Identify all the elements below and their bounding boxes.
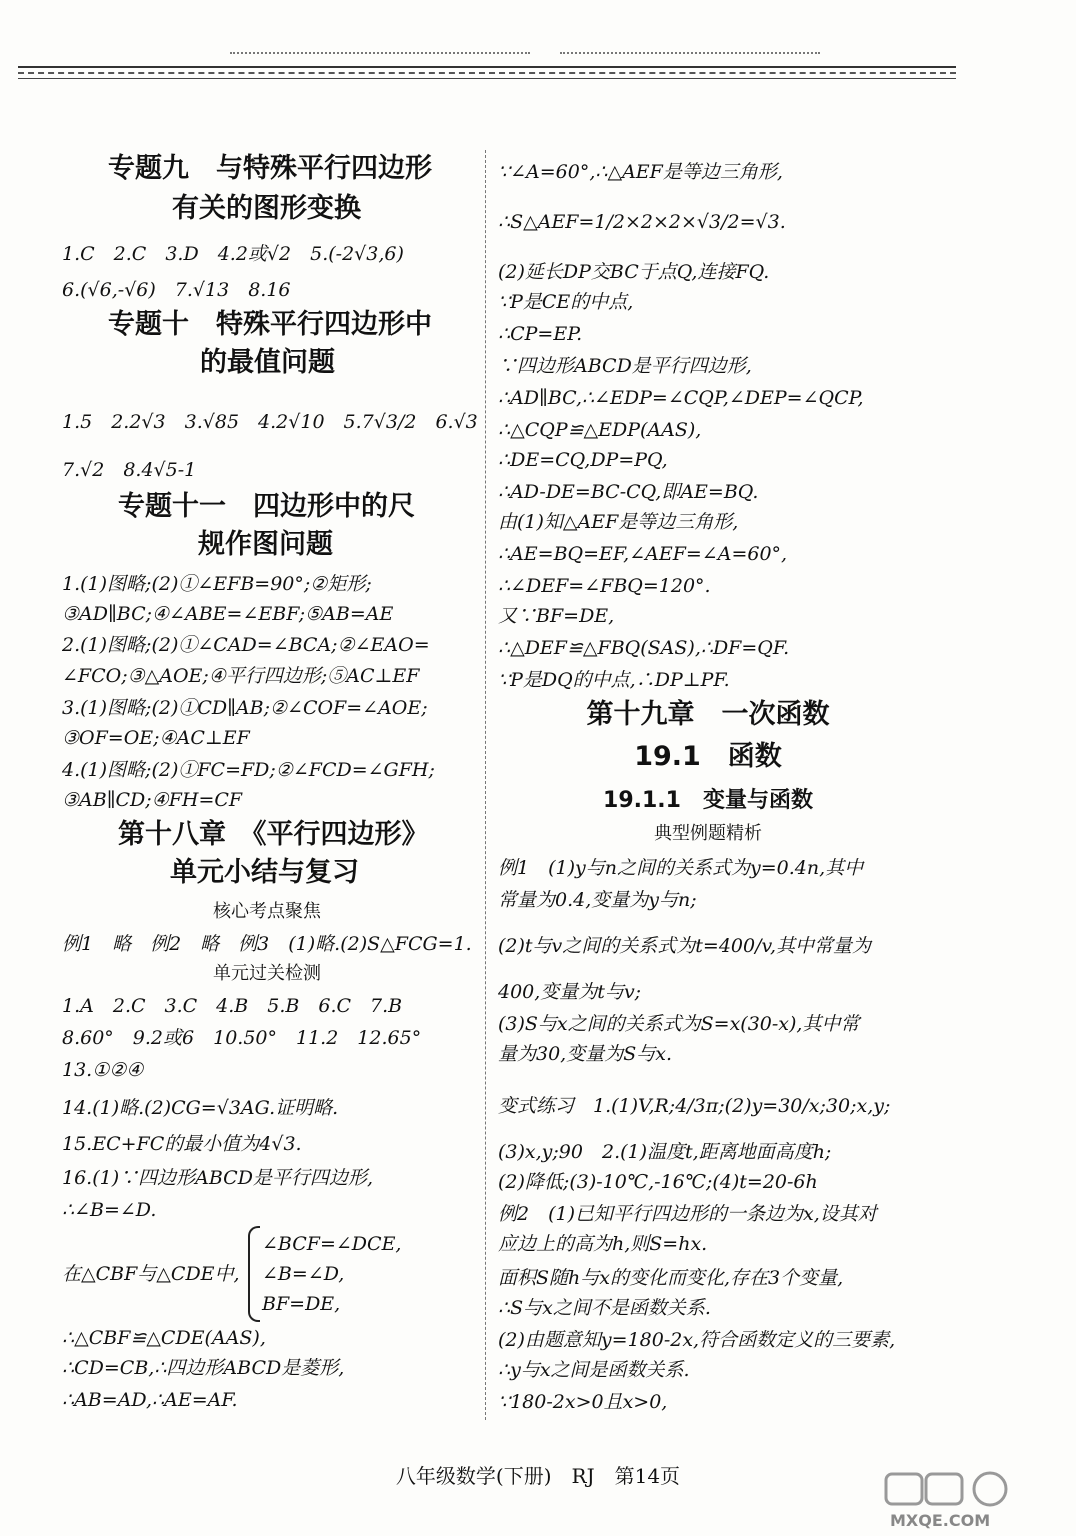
header-rule <box>18 66 956 68</box>
answer-line: 1.C 2.C 3.D 4.2或√2 5.(-2√3,6) <box>62 243 404 265</box>
answer-line: (2)延长DP交BC于点Q,连接FQ. <box>498 261 770 283</box>
section-heading: 有关的图形变换 <box>172 193 361 224</box>
answer-line: 常量为0.4,变量为y与n; <box>498 889 697 911</box>
answer-line: ∴AD-DE=BC-CQ,即AE=BQ. <box>498 481 759 503</box>
answer-line: (3)x,y;90 2.(1)温度t,距离地面高度h; <box>498 1141 832 1163</box>
answer-line: 2.(1)图略;(2)①∠CAD=∠BCA;②∠EAO= <box>62 634 430 656</box>
answer-line: (2)降低;(3)-10℃,-16℃;(4)t=20-6h <box>498 1171 818 1193</box>
answer-line: ∴AB=AD,∴AE=AF. <box>62 1389 238 1411</box>
section-heading: 19.1 函数 <box>634 741 782 772</box>
answer-line: 由(1)知△AEF是等边三角形, <box>498 511 739 533</box>
answer-line: ∴y与x之间是函数关系. <box>498 1359 690 1381</box>
answer-line: ∵P是CE的中点, <box>498 291 634 313</box>
answer-line: ∴△CBF≌△CDE(AAS), <box>62 1327 266 1349</box>
answer-line: 15.EC+FC的最小值为4√3. <box>62 1133 302 1155</box>
answer-line: (3)S与x之间的关系式为S=x(30-x),其中常 <box>498 1013 860 1035</box>
watermark-logo <box>880 1470 1060 1530</box>
answer-line: 例2 (1)已知平行四边形的一条边为x,设其对 <box>498 1203 877 1225</box>
answer-line: 1.5 2.2√3 3.√85 4.2√10 5.7√3/2 6.√3 <box>62 411 478 433</box>
header-noise <box>560 52 820 58</box>
answer-line: (2)由题意知y=180-2x,符合函数定义的三要素, <box>498 1329 896 1351</box>
subheading: 单元过关检测 <box>213 963 321 984</box>
answer-line: 400,变量为t与v; <box>498 981 642 1003</box>
answer-line: 8.60° 9.2或6 10.50° 11.2 12.65° <box>62 1027 422 1049</box>
answer-line: (2)t与v之间的关系式为t=400/v,其中常量为 <box>498 935 872 957</box>
subsection-heading: 19.1.1 变量与函数 <box>603 788 813 813</box>
answer-line: ∴∠B=∠D. <box>62 1199 157 1221</box>
section-heading: 专题十 特殊平行四边形中 <box>108 309 432 340</box>
answer-line: 又∵BF=DE, <box>498 605 615 627</box>
section-heading: 专题九 与特殊平行四边形 <box>108 153 432 184</box>
chapter-heading: 第十九章 一次函数 <box>586 699 830 730</box>
answer-line: ∴∠DEF=∠FBQ=120°. <box>498 575 711 597</box>
answer-line: 应边上的高为h,则S=hx. <box>498 1233 708 1255</box>
answer-line: ∴CD=CB,∴四边形ABCD是菱形, <box>62 1357 345 1379</box>
header-noise <box>230 52 530 58</box>
answer-line: ③OF=OE;④AC⊥EF <box>62 727 250 749</box>
section-heading: 的最值问题 <box>200 347 335 378</box>
answer-line: ∵∠A=60°,∴△AEF是等边三角形, <box>498 161 783 183</box>
answer-line: ∴△DEF≌△FBQ(SAS),∴DF=QF. <box>498 637 790 659</box>
answer-line: ③AB∥CD;④FH=CF <box>62 789 243 811</box>
answer-line: 变式练习 1.(1)V,R;4/3π;(2)y=30/x;30;x,y; <box>498 1095 891 1117</box>
column-divider <box>485 150 486 1420</box>
answer-line: ∠FCO;③△AOE;④平行四边形;⑤AC⊥EF <box>62 665 420 687</box>
answer-line: 1.A 2.C 3.C 4.B 5.B 6.C 7.B <box>62 995 403 1017</box>
header-rule-dashed <box>18 72 956 74</box>
chapter-heading: 单元小结与复习 <box>170 857 359 888</box>
answer-line: 在△CBF与△CDE中, <box>62 1263 240 1285</box>
answer-line: ∴△CQP≌△EDP(AAS), <box>498 419 702 441</box>
equation: ∠BCF=∠DCE, <box>262 1233 402 1255</box>
subheading: 核心考点聚焦 <box>213 901 321 922</box>
answer-line: ∴S与x之间不是函数关系. <box>498 1297 711 1319</box>
section-heading: 专题十一 四边形中的尺 <box>118 491 415 522</box>
page-footer: 八年级数学(下册) RJ 第14页 <box>395 1464 681 1488</box>
subheading: 典型例题精析 <box>654 823 762 844</box>
answer-line: 13.①②④ <box>62 1059 144 1081</box>
answer-line: ∵四边形ABCD是平行四边形, <box>498 355 752 377</box>
answer-line: ∴AD∥BC,∴∠EDP=∠CQP,∠DEP=∠QCP, <box>498 387 864 409</box>
answer-line: ③AD∥BC;④∠ABE=∠EBF;⑤AB=AE <box>62 603 394 625</box>
answer-line: 14.(1)略.(2)CG=√3AG.证明略. <box>62 1097 339 1119</box>
answer-line: 16.(1)∵四边形ABCD是平行四边形, <box>62 1167 373 1189</box>
header-rule-thin <box>18 78 956 79</box>
answer-line: 面积S随h与x的变化而变化,存在3个变量, <box>498 1267 844 1289</box>
answer-line: 7.√2 8.4√5-1 <box>62 459 197 481</box>
answer-line: ∴S△AEF=1/2×2×2×√3/2=√3. <box>498 211 786 233</box>
equation-system-brace <box>248 1226 260 1322</box>
equation: ∠B=∠D, <box>262 1263 345 1285</box>
answer-line: ∵P是DQ的中点,∴DP⊥PF. <box>498 669 730 691</box>
watermark-logo-icon <box>880 1470 1060 1530</box>
answer-line: ∵180-2x>0且x>0, <box>498 1391 668 1413</box>
answer-line: 3.(1)图略;(2)①CD∥AB;②∠COF=∠AOE; <box>62 697 428 719</box>
answer-line: ∴DE=CQ,DP=PQ, <box>498 449 668 471</box>
chapter-heading: 第十八章 《平行四边形》 <box>118 819 429 850</box>
answer-line: 4.(1)图略;(2)①FC=FD;②∠FCD=∠GFH; <box>62 759 435 781</box>
answer-line: 例1 (1)y与n之间的关系式为y=0.4n,其中 <box>498 857 864 879</box>
answer-line: 6.(√6,-√6) 7.√13 8.16 <box>62 279 291 301</box>
answer-line: 1.(1)图略;(2)①∠EFB=90°;②矩形; <box>62 573 372 595</box>
answer-line: 量为30,变量为S与x. <box>498 1043 672 1065</box>
watermark-text: MXQE.COM <box>890 1511 991 1530</box>
section-heading: 规作图问题 <box>198 529 333 560</box>
answer-line: ∴AE=BQ=EF,∠AEF=∠A=60°, <box>498 543 788 565</box>
answer-line: ∴CP=EP. <box>498 323 583 345</box>
equation: BF=DE, <box>262 1293 341 1315</box>
answer-line: 例1 略 例2 略 例3 (1)略.(2)S△FCG=1. <box>62 933 472 955</box>
